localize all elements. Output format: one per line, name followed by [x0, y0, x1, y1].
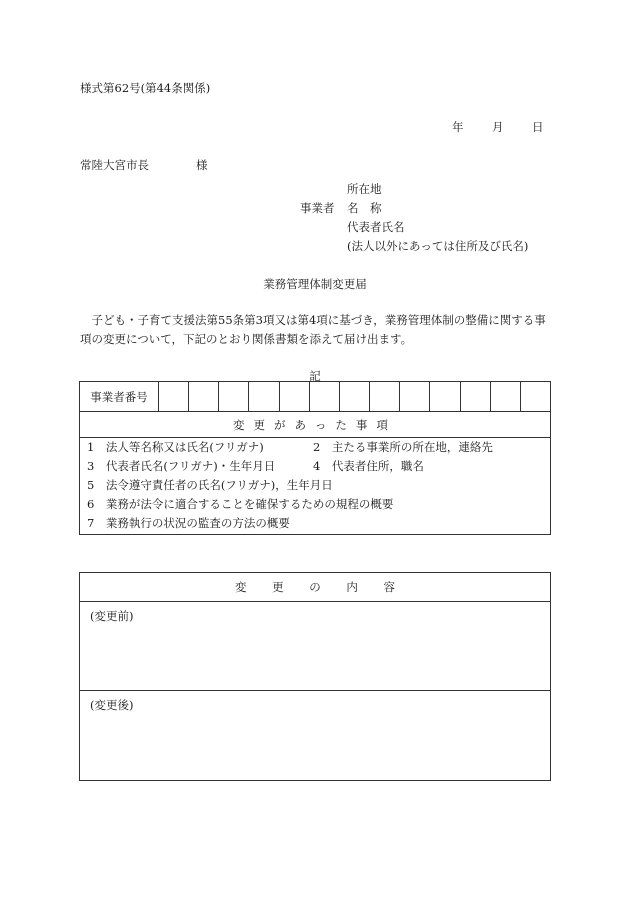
change-items-table [79, 381, 551, 535]
change-items-header: 変更があった事項 [80, 412, 550, 438]
before-change-area[interactable] [80, 602, 550, 691]
form-number: 様式第62号(第44条関係) [80, 81, 211, 95]
list-item [87, 438, 550, 457]
business-number-label: 事業者番号 [80, 382, 159, 411]
change-item[interactable]: 6 業務が法令に適合することを確保するための規程の概要 [87, 497, 394, 511]
applicant-representative-label: 代表者氏名 [347, 220, 405, 234]
business-number-cell[interactable] [159, 382, 189, 411]
business-number-cell[interactable] [280, 382, 310, 411]
applicant-name-row [300, 199, 528, 218]
applicant-note-row [300, 237, 528, 256]
applicant-rep-row [300, 218, 528, 237]
business-number-cell[interactable] [340, 382, 370, 411]
document-title: 業務管理体制変更届 [263, 277, 367, 291]
list-item [87, 495, 550, 514]
change-item[interactable]: 2 主たる事業所の所在地，連絡先 [313, 440, 493, 454]
business-number-cell[interactable] [249, 382, 279, 411]
applicant-address-label: 所在地 [347, 182, 382, 196]
change-content-header: 変 更 の 内 容 [80, 573, 550, 602]
change-item[interactable]: 4 代表者住所，職名 [313, 459, 424, 473]
after-change-area[interactable] [80, 691, 550, 780]
change-item[interactable]: 7 業務執行の状況の監査の方法の概要 [87, 516, 290, 530]
change-items-list [80, 438, 550, 533]
business-number-cell[interactable] [219, 382, 249, 411]
business-number-row [80, 382, 550, 412]
list-item [87, 457, 550, 476]
change-item[interactable]: 5 法令遵守責任者の氏名(フリガナ)，生年月日 [87, 478, 333, 492]
addressee: 常陸大宮市長 [80, 158, 149, 172]
business-number-cell[interactable] [521, 382, 550, 411]
business-number-cell[interactable] [491, 382, 521, 411]
list-item [87, 514, 550, 533]
after-change-label: (変更後) [90, 698, 134, 712]
date-line [452, 119, 544, 135]
applicant-block [300, 180, 528, 256]
business-number-cell[interactable] [189, 382, 219, 411]
addressee-honorific: 様 [196, 158, 208, 172]
change-item[interactable]: 1 法人等名称又は氏名(フリガナ) [87, 440, 264, 454]
ki-label: 記 [309, 369, 321, 383]
business-number-cell[interactable] [310, 382, 340, 411]
body-text: 子ども・子育て支援法第55条第3項又は第4項に基づき，業務管理体制の整備に関する事項の変更について，下記のとおり関係書類を添えて届け出ます。 [80, 313, 546, 346]
applicant-name-label: 名 称 [347, 201, 382, 215]
change-item[interactable]: 3 代表者氏名(フリガナ)・生年月日 [87, 459, 276, 473]
applicant-address-row [300, 180, 528, 199]
before-change-label: (変更前) [90, 609, 134, 623]
list-item [87, 476, 550, 495]
business-number-cell[interactable] [400, 382, 430, 411]
applicant-note: (法人以外にあっては住所及び氏名) [347, 239, 529, 253]
applicant-label: 事業者 [300, 201, 335, 215]
business-number-cell[interactable] [430, 382, 460, 411]
date-day: 日 [532, 120, 544, 134]
date-month: 月 [492, 120, 504, 134]
business-number-cell[interactable] [461, 382, 491, 411]
date-year: 年 [452, 120, 464, 134]
change-content-table [79, 572, 551, 781]
business-number-cell[interactable] [370, 382, 400, 411]
